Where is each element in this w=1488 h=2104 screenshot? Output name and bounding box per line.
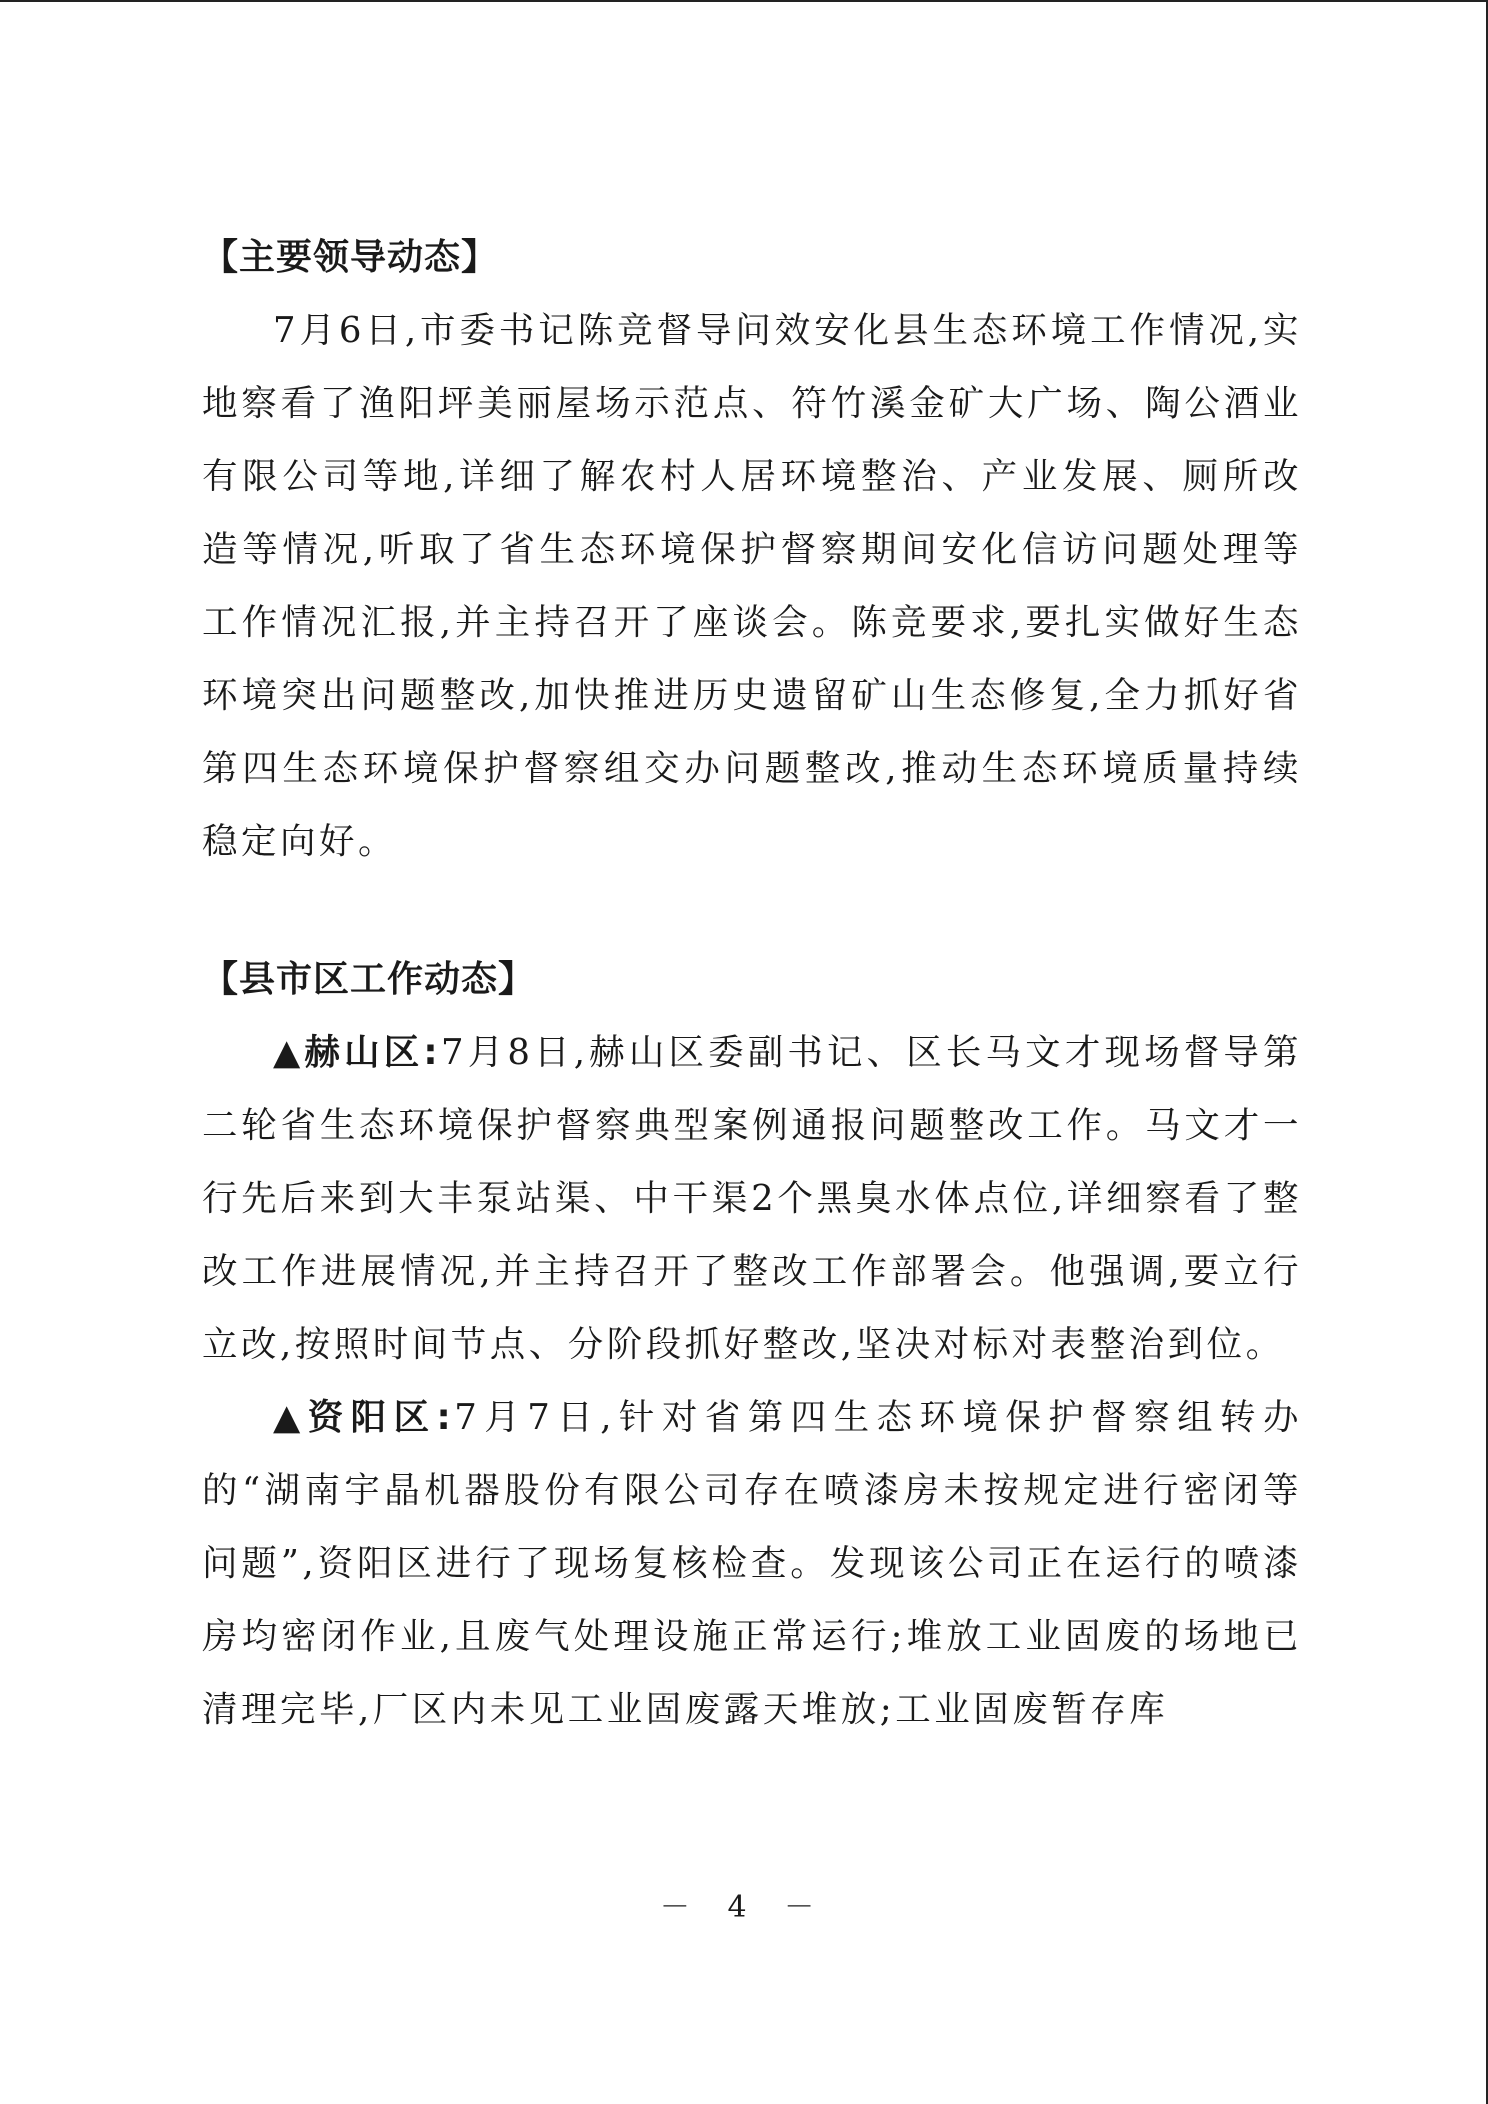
heshan-paragraph — [202, 1016, 1302, 1381]
district-label-ziyang: ▲资阳区: — [273, 1397, 455, 1438]
paragraph-text: 7月8日,赫山区委副书记、区长马文才现场督导第二轮省生态环境保护督察典型案例通报问题整改工作。马文才一行先后来到大丰泵站渠、中干渠2个黑臭水体点位,详细察看了整改工作进展情况,并主持召开了整改工作部署会。他强调,要立行立改,按照时间节点、分阶段抓好整改,坚决对标对表整治到位。 — [202, 1032, 1302, 1365]
ziyang-paragraph — [202, 1381, 1302, 1746]
section-heading-leaders: 【主要领导动态】 — [202, 237, 499, 278]
page-number: － 4 － — [659, 1890, 829, 1925]
section-heading-districts: 【县市区工作动态】 — [202, 959, 536, 1000]
paragraph-text: 7月7日,针对省第四生态环境保护督察组转办的“湖南宇晶机器股份有限公司存在喷漆房未按规定进行密闭等问题”,资阳区进行了现场复核检查。发现该公司正在运行的喷漆房均密闭作业,且废气处理设施正常运行;堆放工业固废的场地已清理完毕,厂区内未见工业固废露天堆放;工业固废暂存库 — [202, 1397, 1302, 1730]
document-body — [202, 230, 1302, 1746]
paragraph-text: 7月6日,市委书记陈竞督导问效安化县生态环境工作情况,实地察看了渔阳坪美丽屋场示范点、符竹溪金矿大广场、陶公酒业有限公司等地,详细了解农村人居环境整治、产业发展、厕所改造等情况,听取了省生态环境保护督察期间安化信访问题处理等工作情况汇报,并主持召开了座谈会。陈竞要求,要扎实做好生态环境突出问题整改,加快推进历史遗留矿山生态修复,全力抓好省第四生态环境保护督察组交办问题整改,推动生态环境质量持续稳定向好。 — [202, 310, 1302, 862]
leader-paragraph — [202, 294, 1302, 878]
district-label-heshan: ▲赫山区: — [273, 1032, 442, 1073]
